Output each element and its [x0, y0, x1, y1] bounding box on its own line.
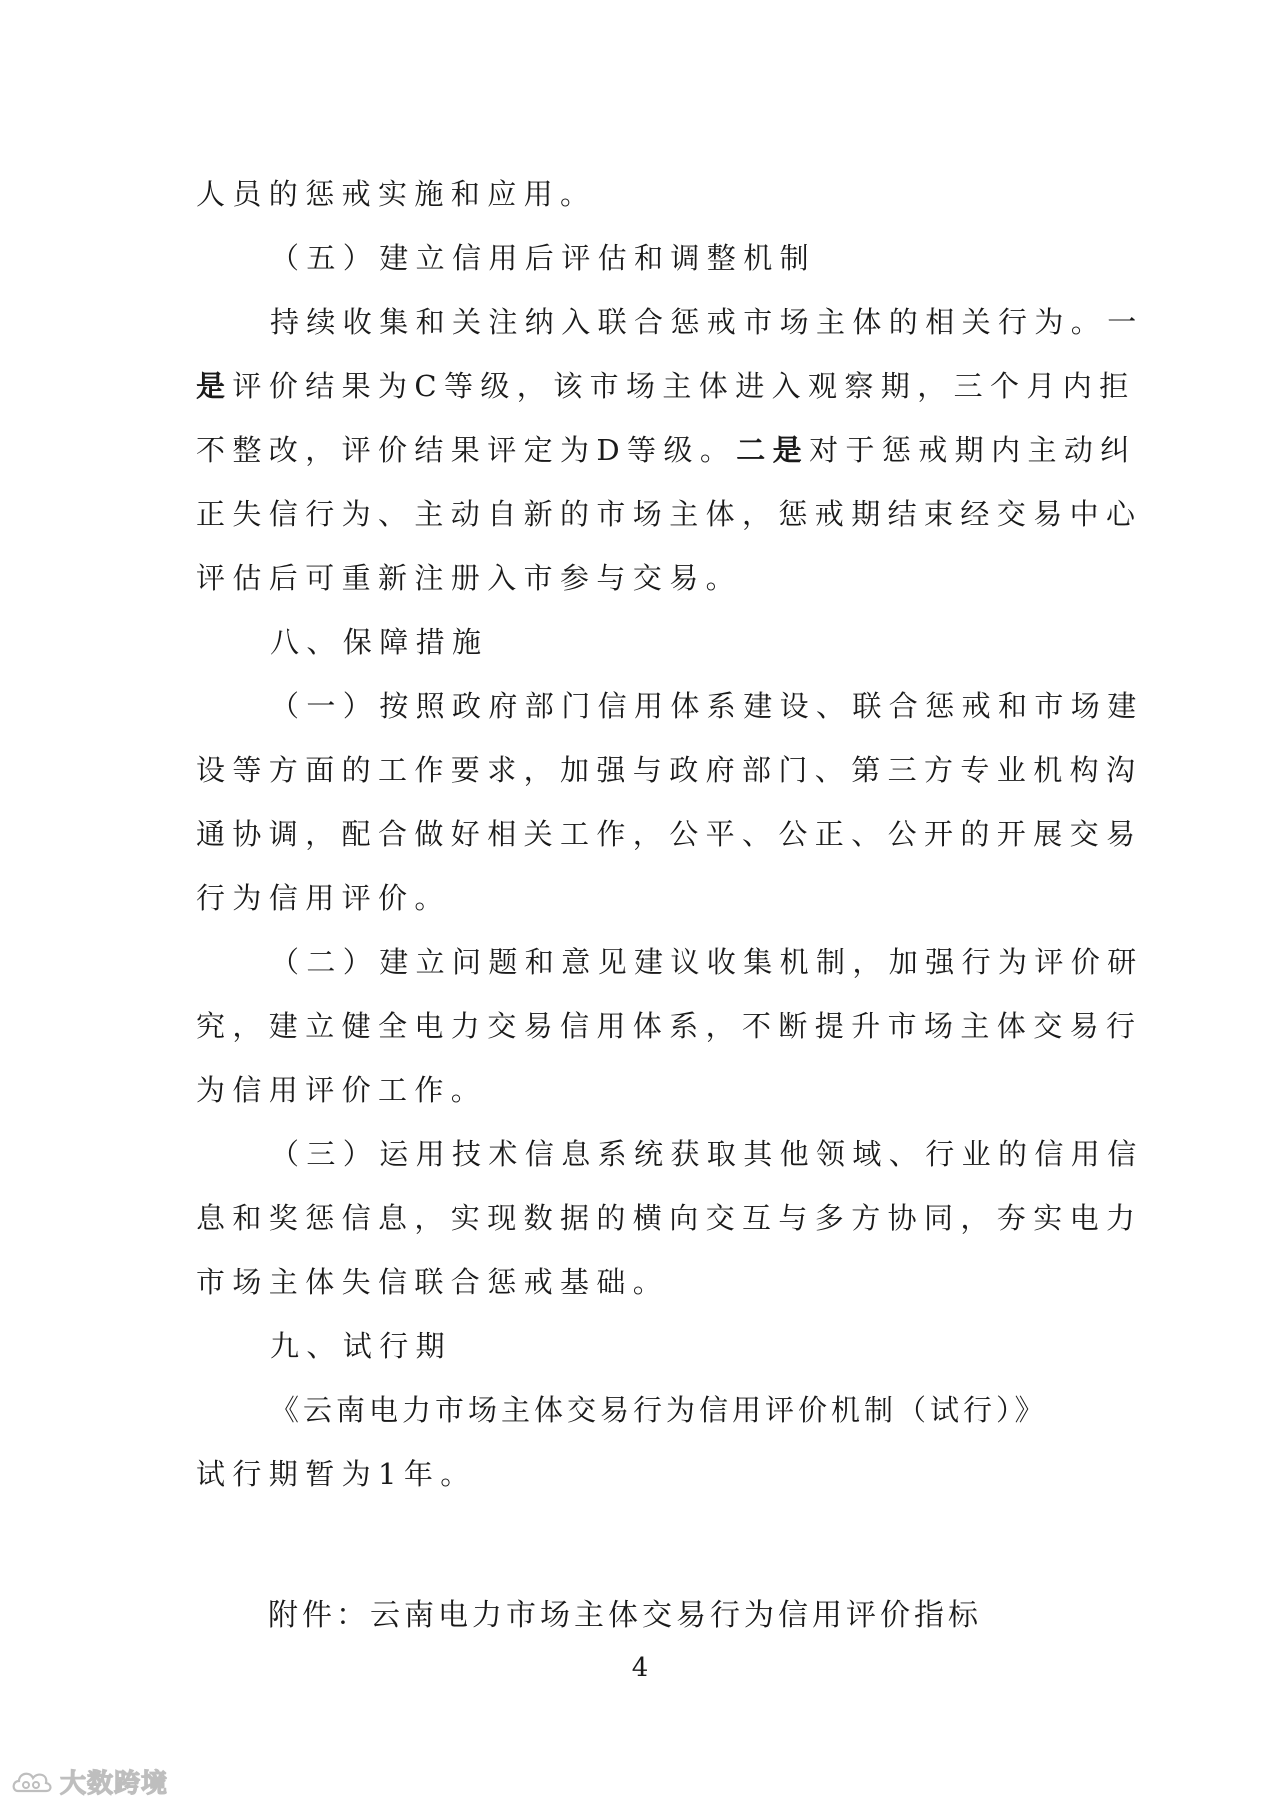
section-heading-5: （五）建立信用后评估和调整机制 [270, 241, 817, 275]
paragraph-line [196, 354, 1136, 418]
paragraph-line: 为信用评价工作。 [196, 1073, 488, 1107]
paragraph-line: （三）运用技术信息系统获取其他领域、行业的信用信 [270, 1137, 1144, 1171]
paragraph-text: 持续收集和关注纳入联合惩戒市场主体的相关行为。一 [270, 305, 1144, 339]
paragraph-line [270, 290, 1162, 354]
emphasis-second: 二是 [736, 433, 810, 467]
paragraph-line: 设等方面的工作要求，加强与政府部门、第三方专业机构沟 [196, 753, 1143, 787]
cloud-logo-icon [10, 1761, 54, 1801]
paragraph-line: 人员的惩戒实施和应用。 [196, 177, 597, 211]
paragraph-line: 正失信行为、主动自新的市场主体，惩戒期结束经交易中心 [196, 497, 1143, 531]
paragraph-line: 究，建立健全电力交易信用体系，不断提升市场主体交易行 [196, 1009, 1143, 1043]
paragraph-line: 通协调，配合做好相关工作，公平、公正、公开的开展交易 [196, 817, 1143, 851]
section-heading-9: 九、试行期 [270, 1329, 453, 1363]
watermark-text: 大数跨境 [60, 1768, 169, 1799]
paragraph-line: 市场主体失信联合惩戒基础。 [196, 1265, 670, 1299]
paragraph-line: 息和奖惩信息，实现数据的横向交互与多方协同，夯实电力 [196, 1201, 1143, 1235]
paragraph-line: 评估后可重新注册入市参与交易。 [196, 561, 743, 595]
emphasis-first: 是 [196, 369, 233, 403]
section-heading-8: 八、保障措施 [270, 625, 489, 659]
paragraph-text: 不整改，评价结果评定为D等级。 [196, 433, 737, 467]
watermark [10, 1758, 168, 1804]
page-number: 4 [631, 1653, 649, 1683]
paragraph-text: 对于惩戒期内主动纠 [809, 433, 1137, 467]
paragraph-line: （二）建立问题和意见建议收集机制，加强行为评价研 [270, 945, 1144, 979]
paragraph-line [196, 418, 1137, 482]
paragraph-text: 评价结果为C等级，该市场主体进入观察期，三个月内拒 [232, 369, 1136, 403]
paragraph-line: 试行期暂为1年。 [196, 1457, 477, 1491]
paragraph-line: 《云南电力市场主体交易行为信用评价机制（试行）》 [270, 1393, 1048, 1427]
paragraph-line: 行为信用评价。 [196, 881, 451, 915]
attachment-note: 附件：云南电力市场主体交易行为信用评价指标 [268, 1598, 982, 1633]
paragraph-line: （一）按照政府部门信用体系建设、联合惩戒和市场建 [270, 689, 1144, 723]
